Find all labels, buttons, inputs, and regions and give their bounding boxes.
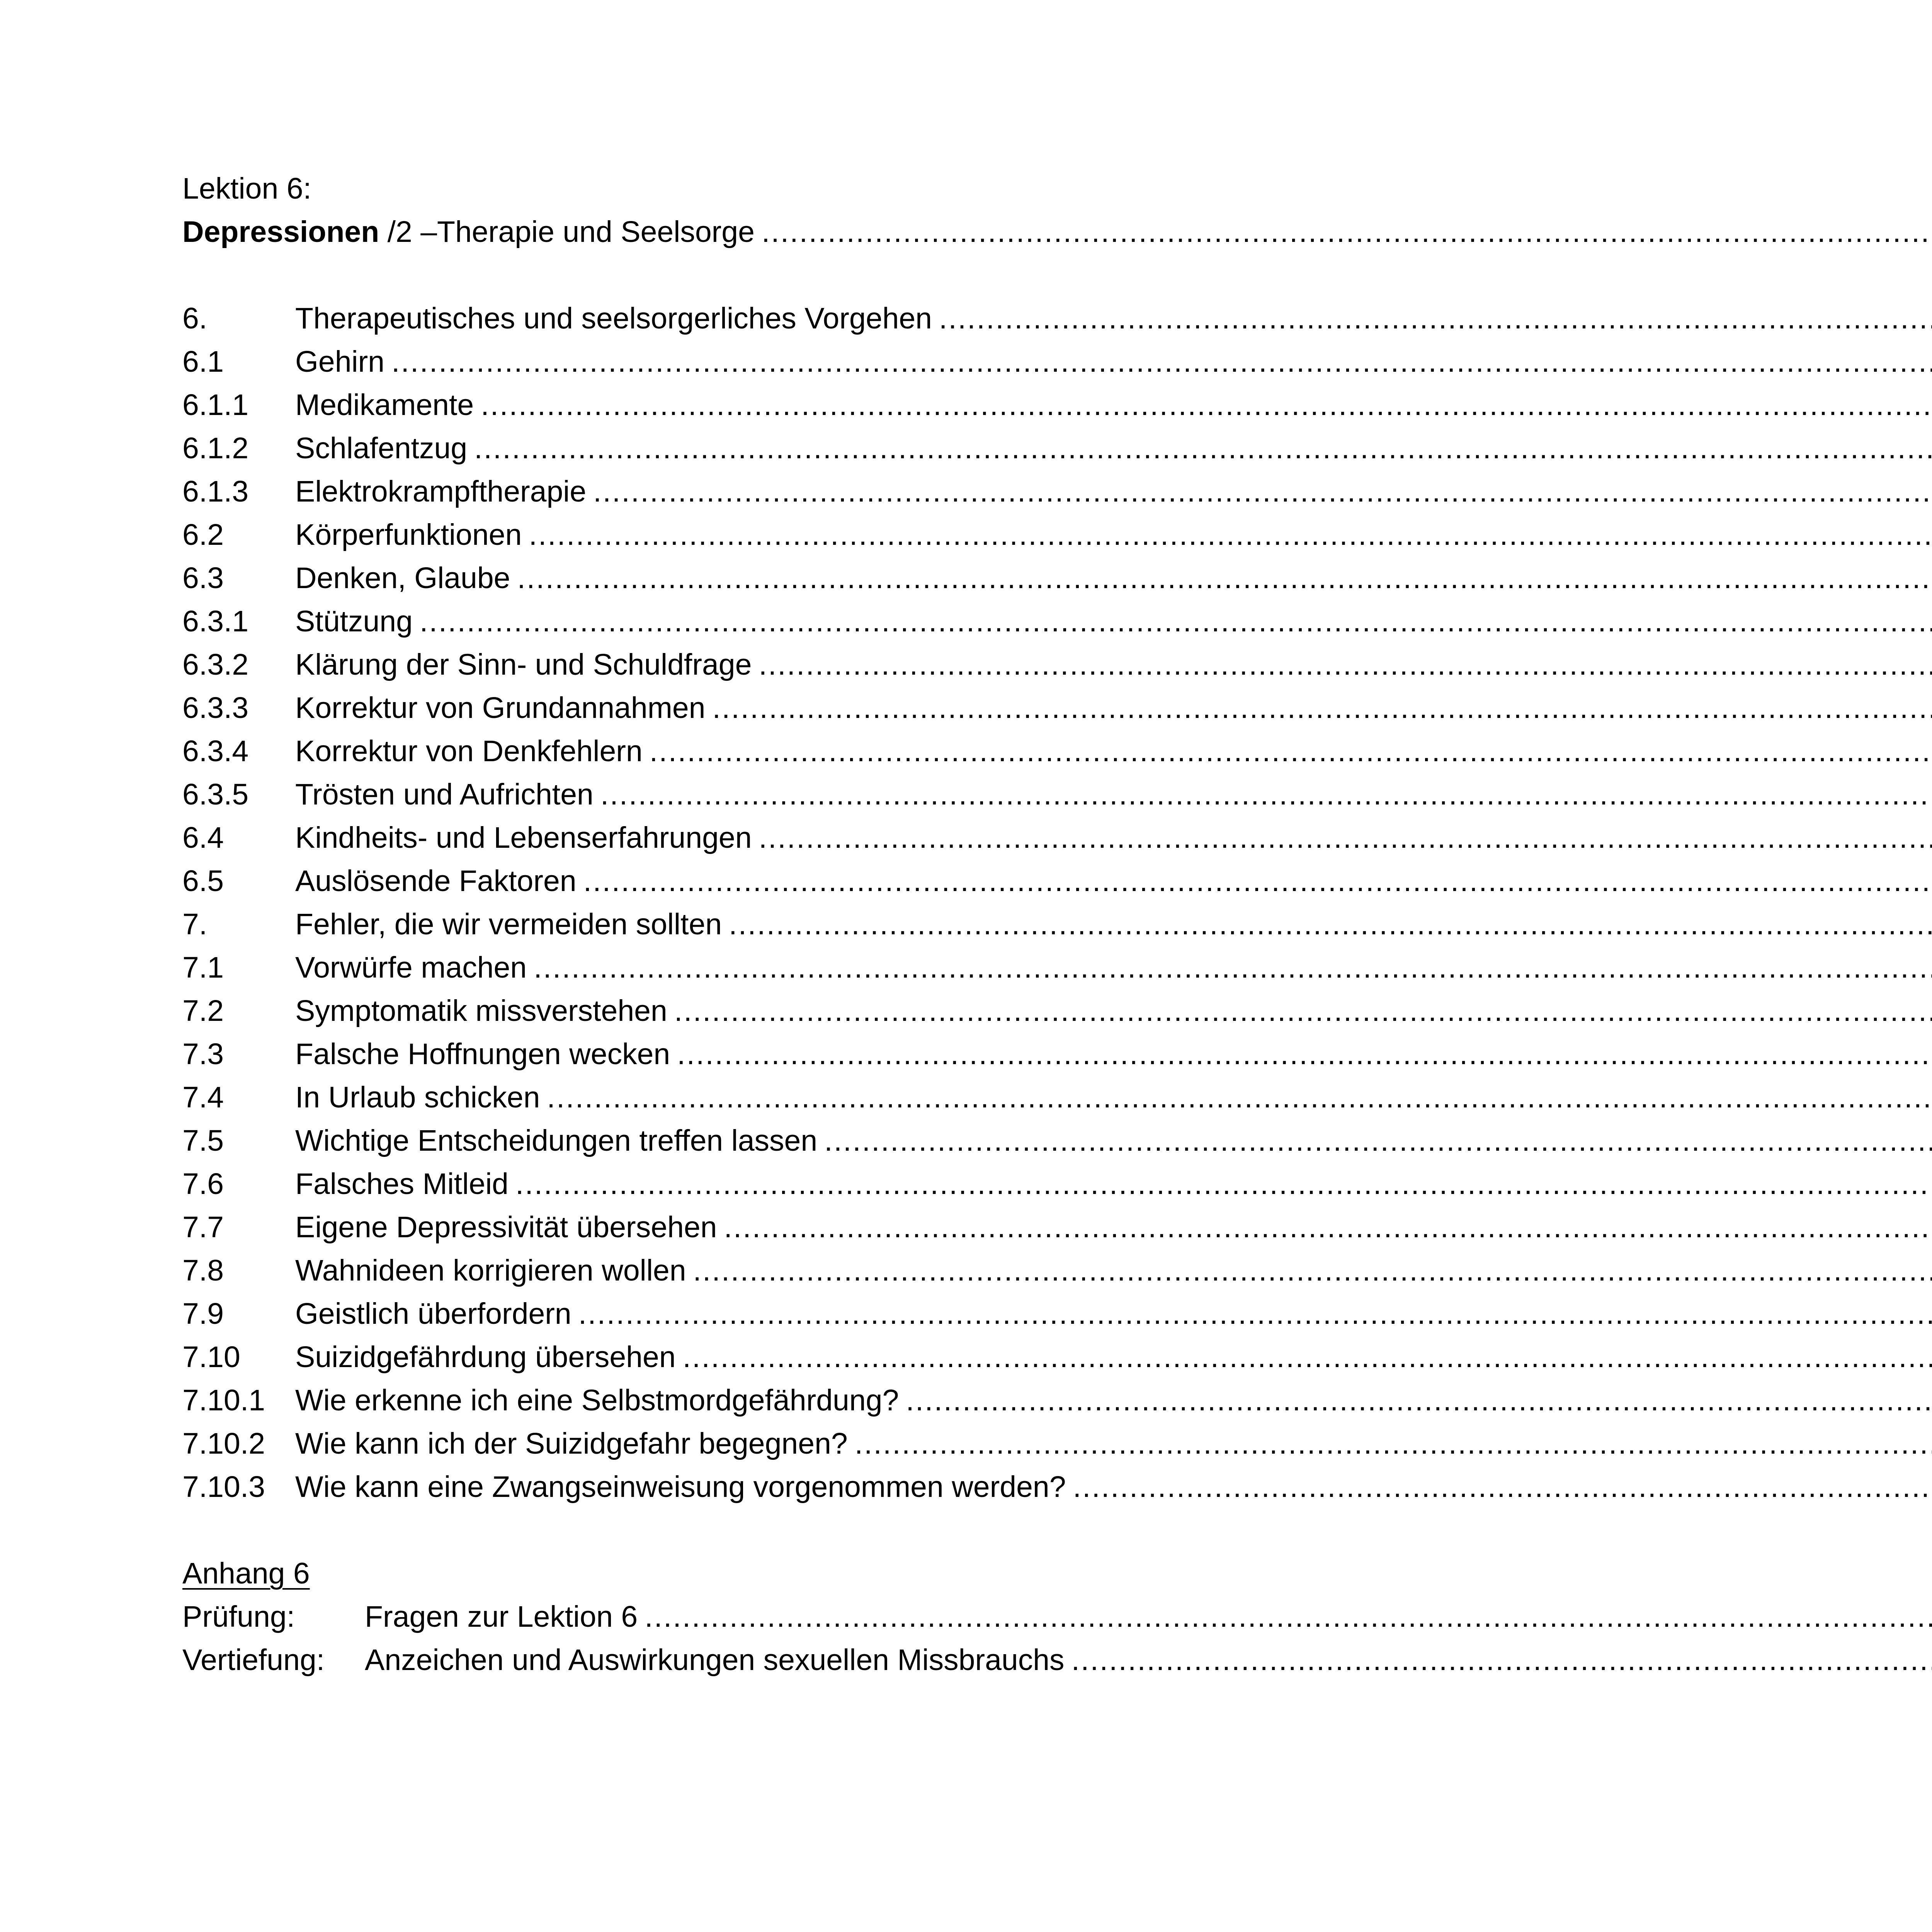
- leader-dots: [724, 1206, 1932, 1249]
- lesson-title: [182, 210, 755, 253]
- leader-dots: [759, 816, 1932, 859]
- toc-entry: [182, 989, 1271, 1032]
- entry-number: 6.3.5: [182, 778, 249, 811]
- entry-number: 6.1.1: [182, 388, 249, 422]
- leader-dots: [650, 730, 1932, 773]
- leader-dots: [759, 643, 1932, 686]
- entry-title: Geistlich überfordern: [295, 1297, 571, 1330]
- leader-dots: [529, 513, 1932, 556]
- entry-title: Klärung der Sinn- und Schuldfrage: [295, 648, 752, 681]
- leader-dots: [1071, 1638, 1932, 1682]
- leader-dots: [677, 1032, 1932, 1076]
- entry-number: 7.10.2: [182, 1427, 265, 1460]
- toc-entry: [182, 1032, 1271, 1076]
- toc-entry: [182, 773, 1271, 816]
- toc-entry: [182, 1465, 1271, 1509]
- entry-number: 6.1.3: [182, 475, 249, 508]
- entry-title: Körperfunktionen: [295, 518, 522, 551]
- entry-title: Schlafentzug: [295, 432, 468, 465]
- spacer: [182, 253, 1271, 297]
- entry-number: 7.5: [182, 1124, 224, 1157]
- toc-entry: [182, 556, 1271, 600]
- entry-title: Wie kann eine Zwangseinweisung vorgenommen werden?: [295, 1470, 1066, 1503]
- toc-entry: [182, 946, 1271, 989]
- lesson-label: Lektion 6:: [182, 172, 311, 205]
- entry-title: Falsches Mitleid: [295, 1167, 509, 1201]
- entry-number: 6.3.2: [182, 648, 249, 681]
- entry-number: 7.10.3: [182, 1470, 265, 1503]
- toc-entry: [182, 1335, 1271, 1379]
- appendix-label: Vertiefung:: [182, 1643, 325, 1677]
- toc-entry: [182, 1076, 1271, 1119]
- leader-dots: [481, 383, 1932, 427]
- spacer: [182, 1509, 1271, 1552]
- entry-number: 7.: [182, 908, 207, 941]
- leader-dots: [583, 859, 1932, 903]
- toc-entry: [182, 1292, 1271, 1335]
- leader-dots: [547, 1076, 1932, 1119]
- leader-dots: [645, 1595, 1932, 1638]
- leader-dots: [824, 1119, 1932, 1162]
- toc-entry: [182, 1422, 1271, 1465]
- leader-dots: [391, 340, 1932, 383]
- entry-number: 6.: [182, 302, 207, 335]
- entry-title: Suizidgefährdung übersehen: [295, 1340, 676, 1374]
- toc-entry: [182, 643, 1271, 686]
- leader-dots: [600, 773, 1932, 816]
- leader-dots: [693, 1249, 1932, 1292]
- entry-title: Korrektur von Denkfehlern: [295, 735, 643, 768]
- appendix-label: Prüfung:: [182, 1600, 295, 1633]
- entry-title: Vorwürfe machen: [295, 951, 527, 984]
- entry-number: 6.3: [182, 561, 224, 595]
- toc-entry: [182, 470, 1271, 513]
- toc-entry: [182, 686, 1271, 730]
- entry-title: Wie kann ich der Suizidgefahr begegnen?: [295, 1427, 848, 1460]
- entry-number: 6.4: [182, 821, 224, 854]
- leader-dots: [593, 470, 1932, 513]
- entry-title: Trösten und Aufrichten: [295, 778, 594, 811]
- entry-number: 7.2: [182, 994, 224, 1027]
- toc-entry: [182, 383, 1271, 427]
- entry-number: 6.3.4: [182, 735, 249, 768]
- leader-dots: [762, 210, 1932, 253]
- entry-title: In Urlaub schicken: [295, 1081, 540, 1114]
- entry-number: 7.1: [182, 951, 224, 984]
- entry-title: Symptomatik missverstehen: [295, 994, 667, 1027]
- entry-title: Gehirn: [295, 345, 385, 378]
- appendix-entries: [182, 1595, 1271, 1682]
- leader-dots: [906, 1379, 1932, 1422]
- entry-number: 7.10.1: [182, 1384, 265, 1417]
- entry-title: Wie erkenne ich eine Selbstmordgefährdung?: [295, 1384, 899, 1417]
- leader-dots: [683, 1335, 1932, 1379]
- entry-number: 7.7: [182, 1211, 224, 1244]
- appendix-title: Anzeichen und Auswirkungen sexuellen Missbrauchs: [365, 1643, 1065, 1677]
- appendix-heading: Anhang 6: [182, 1557, 310, 1590]
- entry-number: 7.6: [182, 1167, 224, 1201]
- leader-dots: [855, 1422, 1932, 1465]
- appendix-entry: [182, 1595, 1271, 1638]
- leader-dots: [517, 556, 1932, 600]
- appendix-title: Fragen zur Lektion 6: [365, 1600, 638, 1633]
- entry-title: Medikamente: [295, 388, 474, 422]
- leader-dots: [1073, 1465, 1932, 1509]
- entry-title: Wichtige Entscheidungen treffen lassen: [295, 1124, 818, 1157]
- table-of-contents: [182, 167, 1271, 1682]
- entry-title: Kindheits- und Lebenserfahrungen: [295, 821, 752, 854]
- lesson-title-row: [182, 210, 1271, 253]
- toc-entry: [182, 730, 1271, 773]
- entry-title: Fehler, die wir vermeiden sollten: [295, 908, 722, 941]
- entry-number: 6.1: [182, 345, 224, 378]
- leader-dots: [420, 600, 1932, 643]
- entry-number: 6.3.3: [182, 691, 249, 724]
- entry-number: 7.3: [182, 1037, 224, 1071]
- entry-title: Auslösende Faktoren: [295, 864, 577, 898]
- toc-entry: [182, 903, 1271, 946]
- toc-entry: [182, 1206, 1271, 1249]
- toc-entry: [182, 427, 1271, 470]
- entry-number: 6.1.2: [182, 432, 249, 465]
- entry-number: 6.2: [182, 518, 224, 551]
- toc-entries: [182, 297, 1271, 1509]
- entry-title: Eigene Depressivität übersehen: [295, 1211, 717, 1244]
- toc-entry: [182, 1379, 1271, 1422]
- entry-number: 6.3.1: [182, 605, 249, 638]
- entry-title: Korrektur von Grundannahmen: [295, 691, 706, 724]
- entry-number: 6.5: [182, 864, 224, 898]
- toc-entry: [182, 816, 1271, 859]
- leader-dots: [674, 989, 1932, 1032]
- entry-title: Stützung: [295, 605, 413, 638]
- entry-number: 7.9: [182, 1297, 224, 1330]
- appendix-entry: [182, 1638, 1271, 1682]
- entry-number: 7.10: [182, 1340, 240, 1374]
- toc-entry: [182, 340, 1271, 383]
- leader-dots: [515, 1162, 1932, 1206]
- entry-number: 7.4: [182, 1081, 224, 1114]
- entry-title: Falsche Hoffnungen wecken: [295, 1037, 670, 1071]
- lesson-title-rest: /2 –Therapie und Seelsorge: [379, 215, 755, 248]
- leader-dots: [729, 903, 1932, 946]
- leader-dots: [939, 297, 1932, 340]
- lesson-title-bold: Depressionen: [182, 215, 379, 248]
- leader-dots: [713, 686, 1932, 730]
- toc-entry: [182, 1119, 1271, 1162]
- leader-dots: [474, 427, 1932, 470]
- toc-entry: [182, 600, 1271, 643]
- entry-title: Elektrokrampftherapie: [295, 475, 587, 508]
- leader-dots: [534, 946, 1932, 989]
- toc-entry: [182, 297, 1271, 340]
- entry-number: 7.8: [182, 1254, 224, 1287]
- entry-title: Wahnideen korrigieren wollen: [295, 1254, 686, 1287]
- entry-title: Denken, Glaube: [295, 561, 510, 595]
- toc-entry: [182, 1162, 1271, 1206]
- toc-entry: [182, 513, 1271, 556]
- leader-dots: [578, 1292, 1932, 1335]
- toc-entry: [182, 859, 1271, 903]
- toc-entry: [182, 1249, 1271, 1292]
- entry-title: Therapeutisches und seelsorgerliches Vorgehen: [295, 302, 932, 335]
